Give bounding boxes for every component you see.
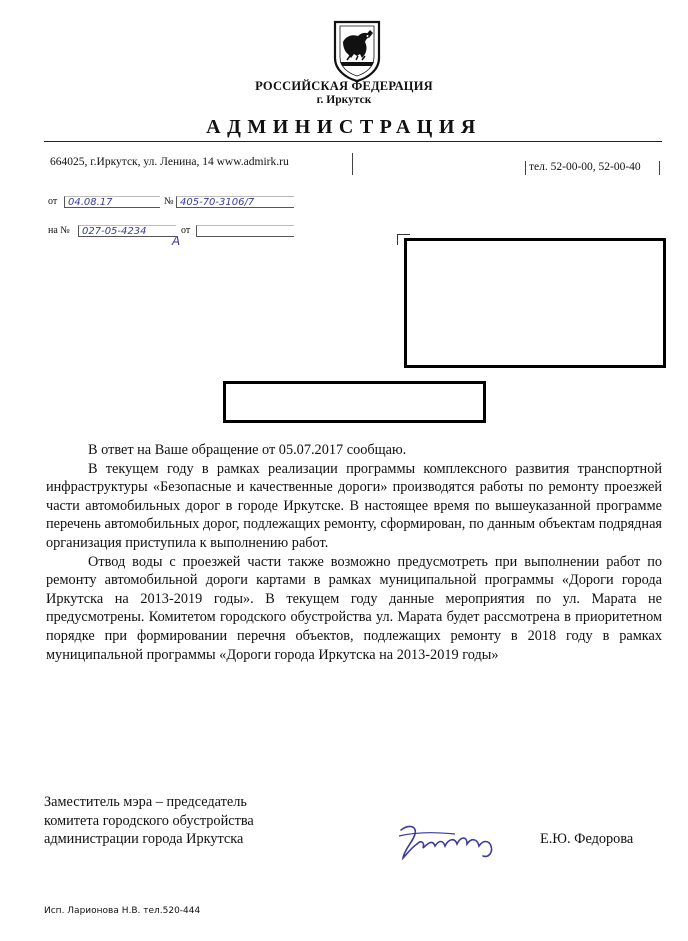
paragraph-3: Отвод воды с проезжей части также возможно предусмотреть при выполнении работ по ремонту автомобильной дороги картами в рамках муниципальной программы «Дороги города Иркутска на 2013-2019 годы». В текущем году данные мероприятия по ул. Марата не предусмотрены. Комитетом городского обустройства ул. Марата будет рассмотрена в приоритетном порядке при формировании перечня объектов, подлежащих ремонту в 2018 году в рамках муниципальной программы «Дороги города Иркутска на 2013-2019 годы» [46,553,662,663]
address-divider [352,153,353,175]
phone-line: тел. 52-00-00, 52-00-40 [529,161,641,173]
paragraph-1: В ответ на Ваше обращение от 05.07.2017 сообщаю. [88,442,407,458]
organization-title: АДМИНИСТРАЦИЯ [206,116,482,138]
coat-of-arms-icon [332,20,382,82]
signer-position-line-3: администрации города Иркутска [44,831,244,847]
country-name: РОССИЙСКАЯ ФЕДЕРАЦИЯ [255,79,433,93]
executor-line: Исп. Ларионова Н.В. тел.520-444 [44,906,201,916]
ref-label: на № [48,225,70,236]
reference-date-field [196,225,294,237]
ref-date-label: от [181,225,191,236]
reference-suffix: А [172,234,181,248]
city-name: г. Иркутск [316,94,372,106]
letter-body [46,441,662,664]
header-divider [44,141,662,142]
reference-number-field: 027-05-4234 [78,225,176,237]
outgoing-date-field: 04.08.17 [64,196,160,208]
signer-position-line-2: комитета городского обустройства [44,812,254,829]
phone-right-mark [659,161,660,175]
redacted-addressee [404,238,666,368]
signer-name: Е.Ю. Федорова [540,831,634,847]
paragraph-2: В текущем году в рамках реализации программы комплексного развития транспортной инфраструктуры «Безопасные и качественные дороги» производятся работы по ремонту проезжей части автомобильных дорог в городе Иркутске. В настоящее время по вышеуказанной программе перечень автомобильных дорог, подлежащих ремонту, сформирован, по данным объектам подрядная организация приступила к выполнению работ. [46,460,662,551]
address-line: 664025, г.Иркутск, ул. Ленина, 14 www.admirk.ru [50,156,289,168]
redacted-salutation [223,381,486,423]
phone-left-mark [525,161,526,175]
outgoing-number-field: 405-70-3106/7 [176,196,294,208]
handwritten-signature [395,818,500,868]
signer-position-line-1: Заместитель мэра – председатель [44,794,247,810]
date-label: от [48,196,58,207]
number-label: № [164,196,174,207]
signer-position [44,793,254,849]
